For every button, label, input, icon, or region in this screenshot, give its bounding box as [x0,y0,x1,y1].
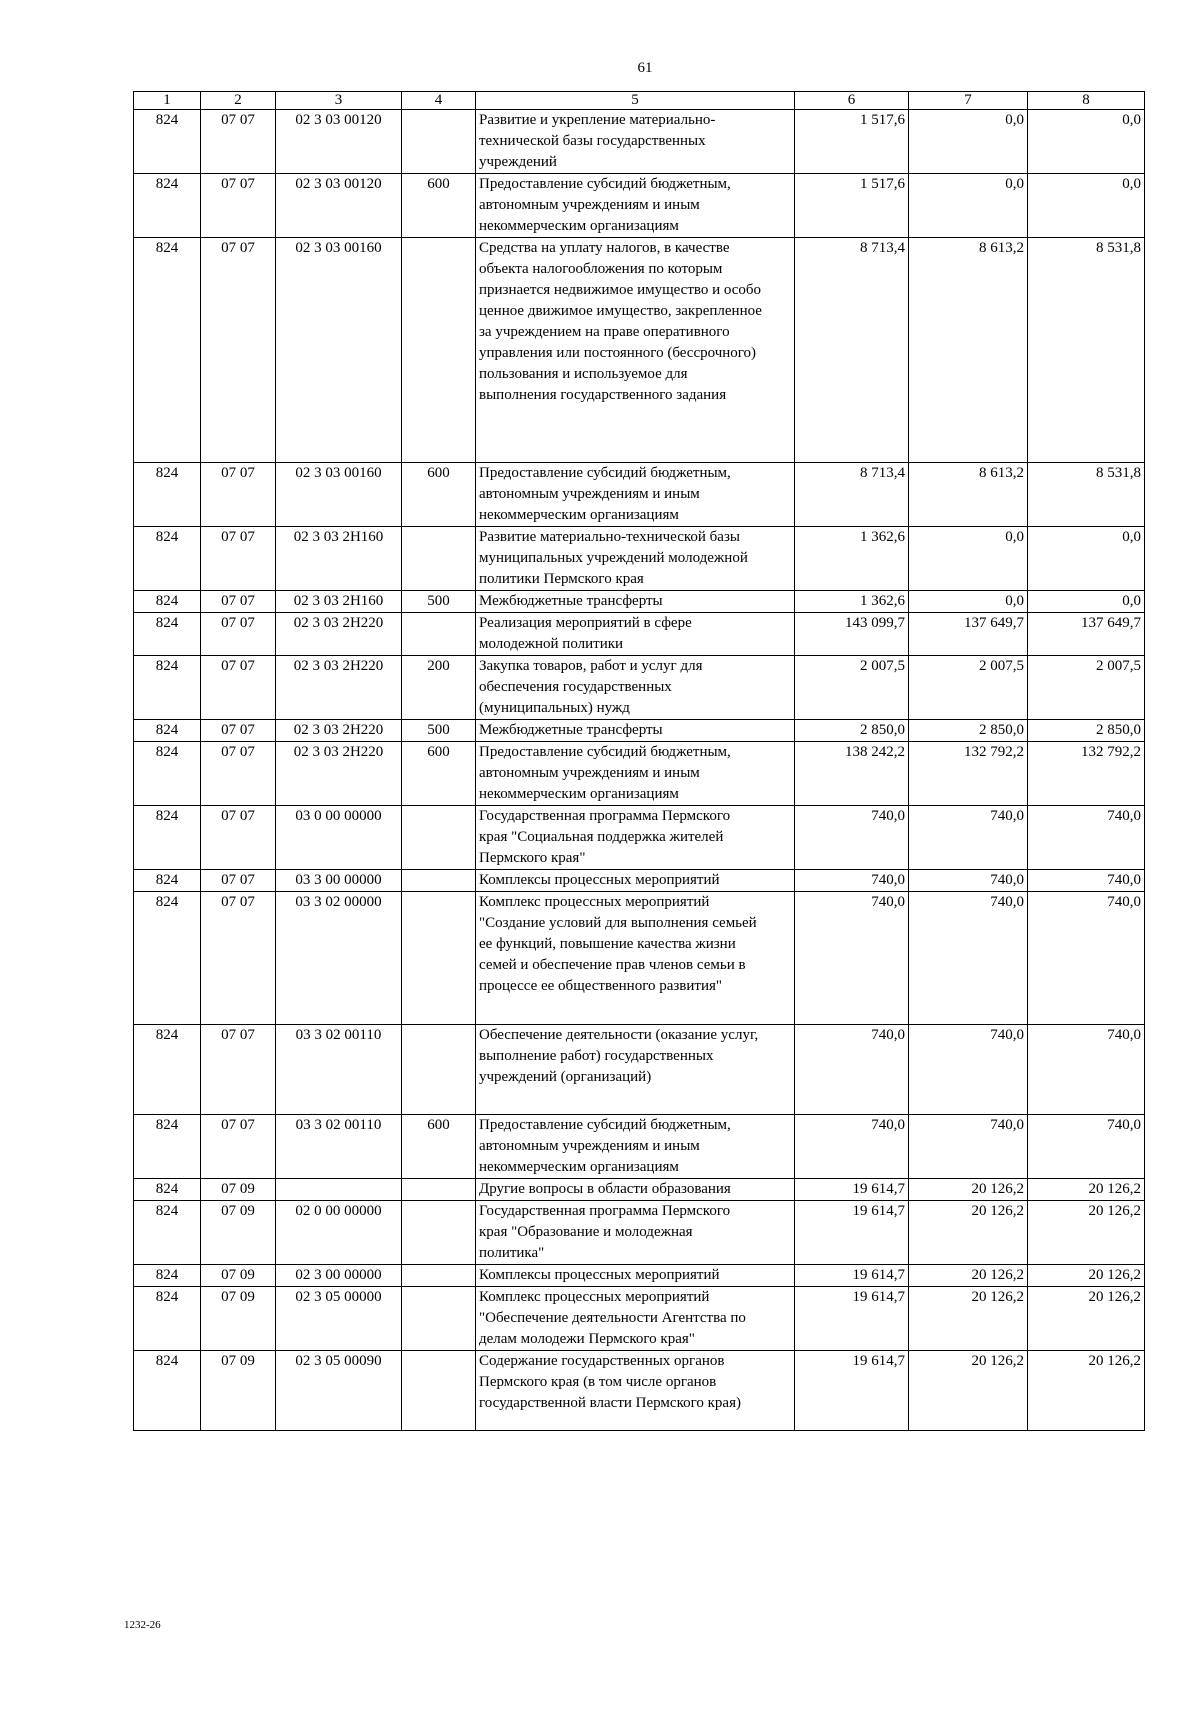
table-cell: 03 3 02 00110 [276,1025,402,1115]
table-cell: 600 [402,1115,476,1179]
table-row [134,174,1145,238]
table-cell: 1 362,6 [795,527,909,591]
table-cell: 07 07 [201,613,276,656]
table-cell: 07 07 [201,110,276,174]
table-cell: 02 3 05 00000 [276,1287,402,1351]
table-cell: Комплекс процессных мероприятий "Создание условий для выполнения семьей ее функций, повышение качества жизни семей и обеспечение прав членов семьи в процессе ее общественного развития" [476,892,795,1025]
table-row [134,870,1145,892]
table-cell: 20 126,2 [1028,1287,1145,1351]
column-header: 1 [134,92,201,110]
table-cell: 02 3 03 2Н220 [276,656,402,720]
table-cell: 02 3 03 2Н220 [276,613,402,656]
budget-table [133,91,1145,1431]
table-cell: 07 07 [201,1115,276,1179]
table-cell: 824 [134,806,201,870]
table-cell: 8 613,2 [909,238,1028,463]
table-cell: 07 07 [201,892,276,1025]
table-cell: 19 614,7 [795,1287,909,1351]
column-header: 8 [1028,92,1145,110]
table-cell: Закупка товаров, работ и услуг для обеспечения государственных (муниципальных) нужд [476,656,795,720]
table-cell: 0,0 [909,591,1028,613]
table-cell: 824 [134,463,201,527]
table-cell: 0,0 [909,174,1028,238]
table-cell: 0,0 [1028,174,1145,238]
table-cell: 07 07 [201,527,276,591]
table-cell: 02 0 00 00000 [276,1201,402,1265]
table-cell: 02 3 03 2Н220 [276,720,402,742]
table-cell: 03 3 02 00000 [276,892,402,1025]
table-row [134,613,1145,656]
table-cell: 0,0 [909,527,1028,591]
table-cell: 8 531,8 [1028,463,1145,527]
table-cell: 500 [402,720,476,742]
table-cell: 8 613,2 [909,463,1028,527]
table-cell: 02 3 03 00160 [276,238,402,463]
table-cell: 07 07 [201,870,276,892]
table-cell: 824 [134,591,201,613]
table-row [134,591,1145,613]
footer-document-code: 1232-26 [124,1619,161,1631]
table-cell: Развитие и укрепление материально- технической базы государственных учреждений [476,110,795,174]
table-cell: 740,0 [1028,1025,1145,1115]
table-cell: 07 07 [201,656,276,720]
table-cell: 03 0 00 00000 [276,806,402,870]
table-row [134,527,1145,591]
table-cell: 07 09 [201,1265,276,1287]
table-cell: 600 [402,742,476,806]
table-cell: 19 614,7 [795,1179,909,1201]
table-cell: 824 [134,110,201,174]
table-cell: 200 [402,656,476,720]
table-cell: 2 850,0 [1028,720,1145,742]
table-cell: 07 09 [201,1351,276,1431]
table-cell: 137 649,7 [1028,613,1145,656]
table-row [134,110,1145,174]
table-cell: Средства на уплату налогов, в качестве объекта налогообложения по которым признается недвижимое имущество и особо ценное движимое имущество, закрепленное за учреждением на праве оперативного управления или постоянного (бессрочного) пользования и используемое для выполнения государственного задания [476,238,795,463]
table-cell: 20 126,2 [909,1179,1028,1201]
table-cell [402,1351,476,1431]
table-cell [402,1179,476,1201]
table-cell: 600 [402,174,476,238]
table-cell: 138 242,2 [795,742,909,806]
table-cell: 02 3 03 00120 [276,174,402,238]
table-cell [402,1265,476,1287]
table-cell: 824 [134,1025,201,1115]
table-cell: 07 07 [201,174,276,238]
table-cell: Государственная программа Пермского края "Образование и молодежная политика" [476,1201,795,1265]
table-header-row [134,92,1145,110]
table-cell: 824 [134,742,201,806]
table-cell: 07 09 [201,1287,276,1351]
table-cell: 07 09 [201,1201,276,1265]
table-cell: Комплекс процессных мероприятий "Обеспечение деятельности Агентства по делам молодежи Пермского края" [476,1287,795,1351]
table-cell: 2 007,5 [1028,656,1145,720]
table-cell: 19 614,7 [795,1351,909,1431]
table-cell: 2 007,5 [909,656,1028,720]
table-cell: 02 3 05 00090 [276,1351,402,1431]
table-cell: 8 713,4 [795,238,909,463]
table-cell [402,613,476,656]
table-row [134,656,1145,720]
table-cell: 740,0 [795,1025,909,1115]
column-header: 6 [795,92,909,110]
table-cell: 19 614,7 [795,1201,909,1265]
table-cell: 132 792,2 [1028,742,1145,806]
table-cell: 740,0 [909,870,1028,892]
table-cell: Предоставление субсидий бюджетным, автономным учреждениям и иным некоммерческим организациям [476,174,795,238]
table-cell: Обеспечение деятельности (оказание услуг, выполнение работ) государственных учреждений (организаций) [476,1025,795,1115]
table-cell: 824 [134,720,201,742]
table-cell: 824 [134,1115,201,1179]
table-cell: 824 [134,1351,201,1431]
table-cell: 824 [134,1179,201,1201]
table-cell: 824 [134,174,201,238]
table-cell: 740,0 [909,1025,1028,1115]
table-cell [402,1287,476,1351]
table-cell: 07 09 [201,1179,276,1201]
table-cell: Другие вопросы в области образования [476,1179,795,1201]
table-cell: 143 099,7 [795,613,909,656]
table-cell: 8 531,8 [1028,238,1145,463]
table-cell: 02 3 03 2Н220 [276,742,402,806]
table-row [134,1351,1145,1431]
table-row [134,892,1145,1025]
column-header: 5 [476,92,795,110]
table-row [134,1287,1145,1351]
table-cell [402,806,476,870]
table-cell: 03 3 02 00110 [276,1115,402,1179]
table-cell: 20 126,2 [1028,1265,1145,1287]
table-cell: 1 517,6 [795,110,909,174]
table-cell: 8 713,4 [795,463,909,527]
table-cell: 0,0 [909,110,1028,174]
table-cell: 02 3 03 00120 [276,110,402,174]
table-cell [402,238,476,463]
table-row [134,463,1145,527]
table-cell: 2 850,0 [909,720,1028,742]
table-row [134,1201,1145,1265]
table-cell: 20 126,2 [1028,1179,1145,1201]
table-cell: 19 614,7 [795,1265,909,1287]
table-cell: 740,0 [795,806,909,870]
table-row [134,720,1145,742]
table-cell: Предоставление субсидий бюджетным, автономным учреждениям и иным некоммерческим организациям [476,463,795,527]
column-header: 2 [201,92,276,110]
table-cell: 740,0 [1028,870,1145,892]
table-cell: 20 126,2 [909,1201,1028,1265]
column-header: 7 [909,92,1028,110]
table-cell: 07 07 [201,463,276,527]
table-body [134,110,1145,1431]
table-row [134,1025,1145,1115]
table-cell: Межбюджетные трансферты [476,720,795,742]
table-cell: 132 792,2 [909,742,1028,806]
table-cell: 824 [134,1265,201,1287]
table-cell: 02 3 00 00000 [276,1265,402,1287]
table-cell: 07 07 [201,238,276,463]
table-cell: 07 07 [201,720,276,742]
table-cell: 20 126,2 [909,1265,1028,1287]
table-cell: 1 362,6 [795,591,909,613]
table-row [134,806,1145,870]
column-header: 3 [276,92,402,110]
table-cell: 824 [134,870,201,892]
table-cell [402,527,476,591]
table-cell: 20 126,2 [1028,1201,1145,1265]
table-cell [276,1179,402,1201]
table-cell: 740,0 [795,1115,909,1179]
table-cell: 824 [134,1287,201,1351]
table-cell: 824 [134,238,201,463]
table-cell: 824 [134,656,201,720]
table-cell: Предоставление субсидий бюджетным, автономным учреждениям и иным некоммерческим организациям [476,1115,795,1179]
table-cell: 2 850,0 [795,720,909,742]
table-cell: 740,0 [909,806,1028,870]
table-cell: 0,0 [1028,591,1145,613]
table-cell: 02 3 03 2Н160 [276,527,402,591]
table-cell: 740,0 [1028,892,1145,1025]
table-cell: 20 126,2 [909,1287,1028,1351]
table-cell: 740,0 [795,892,909,1025]
table-cell: 07 07 [201,742,276,806]
table-cell: 20 126,2 [909,1351,1028,1431]
table-cell [402,110,476,174]
table-cell: 824 [134,613,201,656]
table-cell: 600 [402,463,476,527]
table-cell: 740,0 [909,1115,1028,1179]
table-cell: 137 649,7 [909,613,1028,656]
page-number: 61 [637,60,653,76]
table-cell [402,1025,476,1115]
table-cell: 02 3 03 2Н160 [276,591,402,613]
table-row [134,238,1145,463]
table-cell: 824 [134,892,201,1025]
table-row [134,1265,1145,1287]
table-cell: Межбюджетные трансферты [476,591,795,613]
table-cell: 07 07 [201,591,276,613]
table-cell: 740,0 [1028,806,1145,870]
table-cell: Государственная программа Пермского края "Социальная поддержка жителей Пермского края" [476,806,795,870]
table-cell [402,1201,476,1265]
column-header: 4 [402,92,476,110]
table-cell [402,870,476,892]
table-cell: 740,0 [909,892,1028,1025]
table-cell: 824 [134,1201,201,1265]
table-cell: Развитие материально-технической базы муниципальных учреждений молодежной политики Пермского края [476,527,795,591]
table-cell: 740,0 [795,870,909,892]
table-cell: Комплексы процессных мероприятий [476,870,795,892]
table-cell: 02 3 03 00160 [276,463,402,527]
table-cell: Комплексы процессных мероприятий [476,1265,795,1287]
table-cell: Реализация мероприятий в сфере молодежной политики [476,613,795,656]
table-cell: 20 126,2 [1028,1351,1145,1431]
table-cell: 0,0 [1028,527,1145,591]
table-cell: 07 07 [201,1025,276,1115]
table-row [134,742,1145,806]
table-row [134,1115,1145,1179]
table-cell [402,892,476,1025]
table-cell: 07 07 [201,806,276,870]
table-cell: 740,0 [1028,1115,1145,1179]
table-cell: 2 007,5 [795,656,909,720]
table-cell: 03 3 00 00000 [276,870,402,892]
table-row [134,1179,1145,1201]
table-cell: 1 517,6 [795,174,909,238]
table-cell: 824 [134,527,201,591]
table-cell: 0,0 [1028,110,1145,174]
table-cell: Содержание государственных органов Пермского края (в том числе органов государственной власти Пермского края) [476,1351,795,1431]
table-cell: 500 [402,591,476,613]
table-cell: Предоставление субсидий бюджетным, автономным учреждениям и иным некоммерческим организациям [476,742,795,806]
